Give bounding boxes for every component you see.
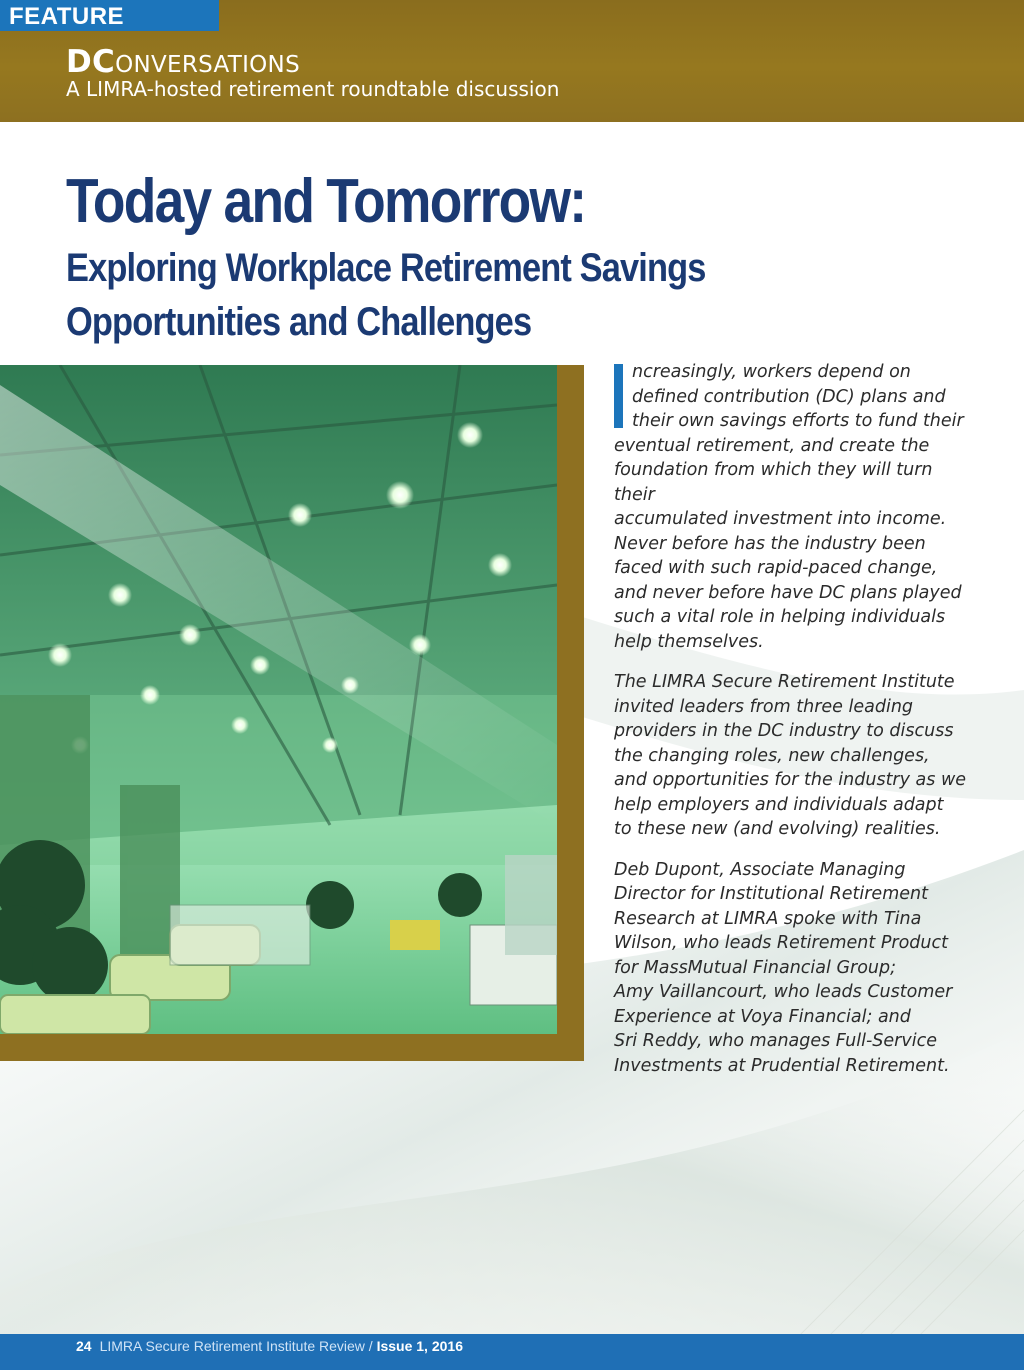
article-body (614, 360, 974, 1094)
feature-label: FEATURE (9, 3, 125, 30)
article-paragraph-2 (614, 670, 974, 842)
footer (76, 1337, 463, 1355)
paragraph-2-line: the changing roles, new challenges, (614, 745, 930, 766)
series-title-dc: DC (66, 44, 116, 80)
paragraph-2-line: providers in the DC industry to discuss (614, 721, 954, 741)
paragraph-3-line: Experience at Voya Financial; and (614, 1006, 911, 1027)
paragraph-3-line: Wilson, who leads Retirement Product (614, 933, 948, 953)
office-lobby-photo (0, 365, 557, 1034)
drop-cap-bar (614, 364, 623, 428)
paragraph-3-line: Research at LIMRA spoke with Tina (614, 908, 922, 929)
office-lobby-illustration (0, 365, 557, 1034)
paragraph-1-line: and never before have DC plans played (614, 582, 962, 603)
paragraph-1-line: help themselves. (614, 631, 764, 652)
paragraph-1-line: eventual retirement, and create the (614, 435, 930, 456)
paragraph-2-line: The LIMRA Secure Retirement Institute (614, 672, 955, 692)
paragraph-1-line: defined contribution (DC) plans and (632, 386, 946, 407)
paragraph-2-line: help employers and individuals adapt (614, 794, 944, 815)
paragraph-2-line: to these new (and evolving) realities. (614, 819, 941, 839)
paragraph-1-line: foundation from which they will turn their (614, 460, 933, 505)
paragraph-3-line: Deb Dupont, Associate Managing (614, 859, 906, 880)
paragraph-1-line: accumulated investment into income. (614, 509, 947, 529)
issue-label: Issue 1, 2016 (376, 1338, 463, 1354)
paragraph-3-line: Director for Institutional Retirement (614, 884, 928, 904)
article-subhead-line-2: Opportunities and Challenges (66, 300, 532, 344)
paragraph-1-line: Never before has the industry been (614, 533, 926, 554)
series-subtitle: A LIMRA-hosted retirement roundtable discussion (66, 77, 560, 101)
paragraph-1-line: such a vital role in helping individuals (614, 607, 946, 627)
paragraph-1-line: faced with such rapid-paced change, (614, 558, 938, 578)
paragraph-3-line: Investments at Prudential Retirement. (614, 1055, 950, 1076)
paragraph-3-line: for MassMutual Financial Group; (614, 957, 896, 978)
paragraph-1-line: their own savings efforts to fund their (632, 411, 964, 431)
article-paragraph-3 (614, 858, 974, 1079)
article-subhead-line-1: Exploring Workplace Retirement Savings (66, 246, 706, 290)
series-title-rest: ONVERSATIONS (115, 52, 300, 78)
series-title (66, 44, 300, 80)
paragraph-2-line: and opportunities for the industry as we (614, 770, 967, 790)
paragraph-3-line: Sri Reddy, who manages Full-Service (614, 1031, 937, 1051)
publication-name: LIMRA Secure Retirement Institute Review / (99, 1338, 373, 1354)
page-number: 24 (76, 1338, 92, 1354)
paragraph-1-line: ncreasingly, workers depend on (632, 362, 911, 382)
paragraph-2-line: invited leaders from three leading (614, 696, 914, 717)
paragraph-3-line: Amy Vaillancourt, who leads Customer (614, 982, 953, 1002)
article-headline: Today and Tomorrow: (66, 167, 586, 236)
article-paragraph-1 (614, 360, 974, 654)
